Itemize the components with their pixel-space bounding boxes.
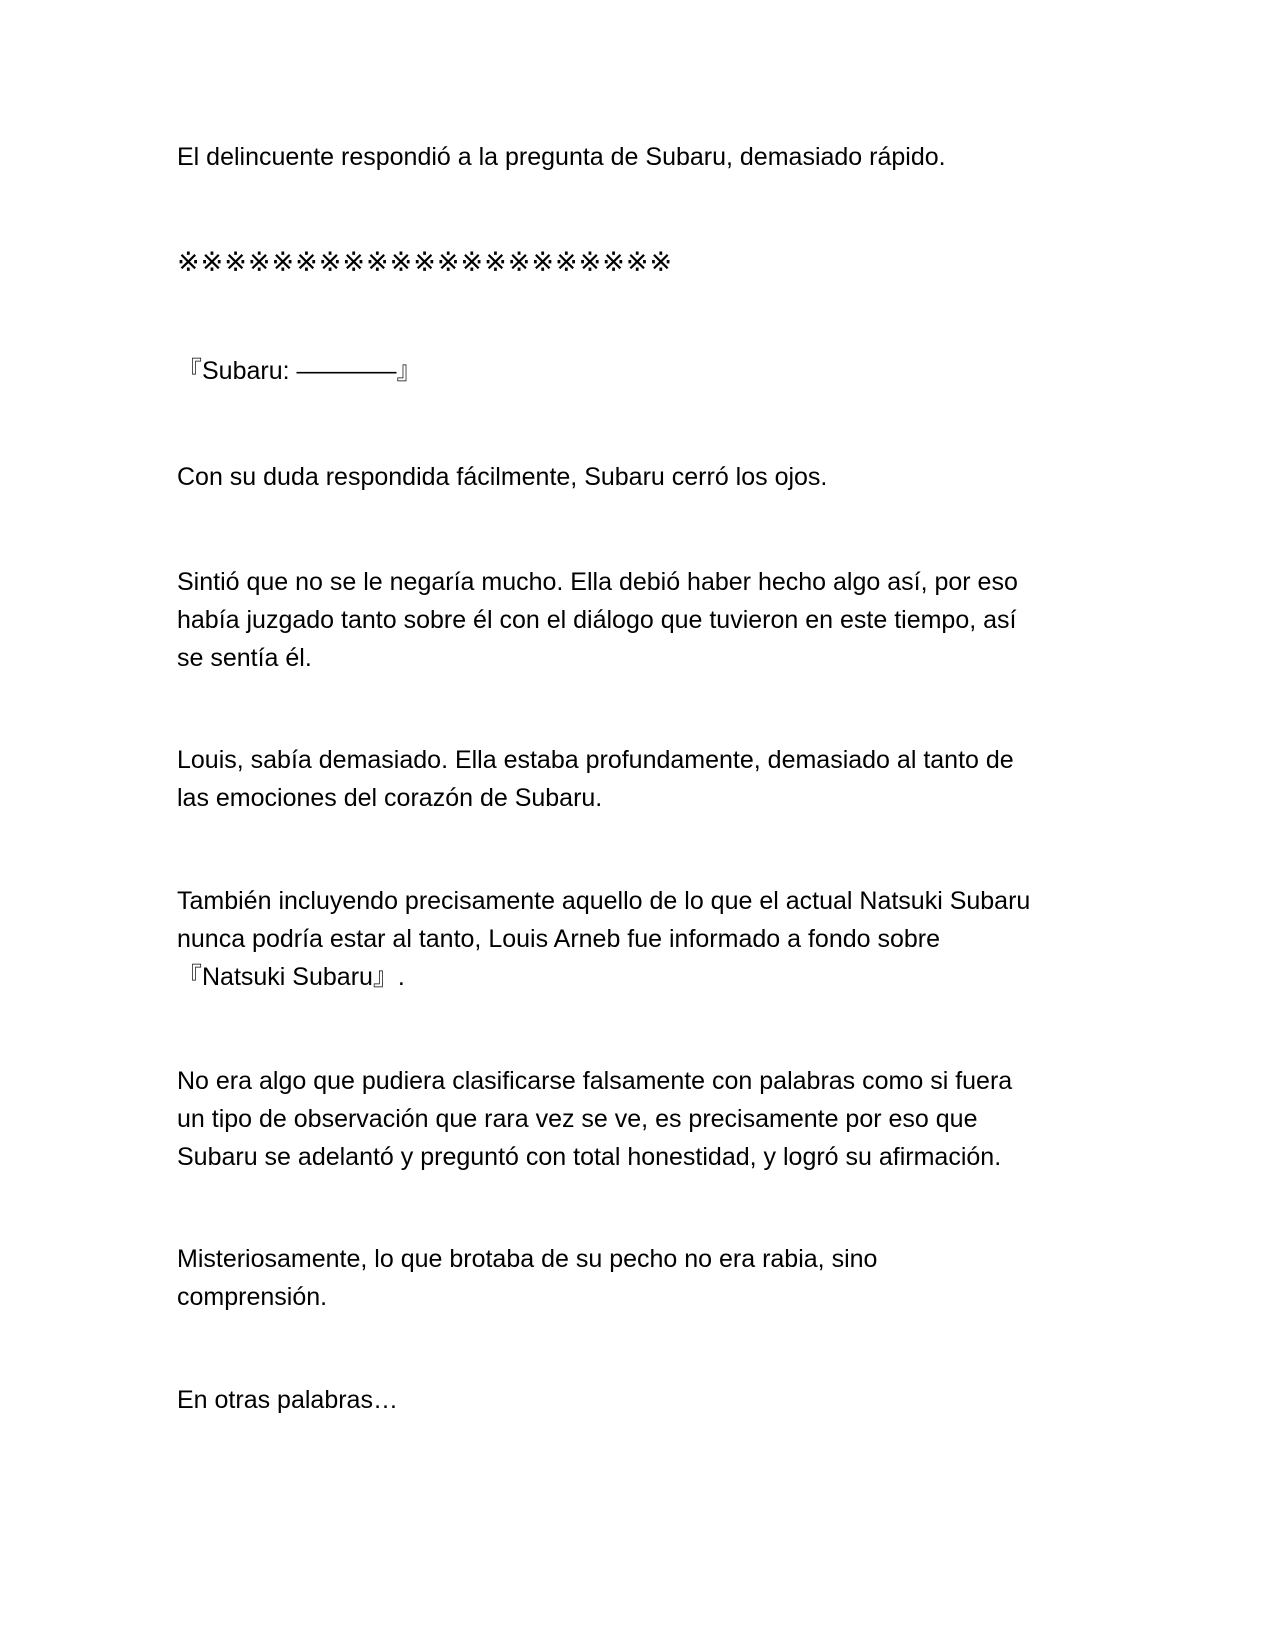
dialogue-line: 『Subaru: ————』 [177, 357, 422, 385]
text-line: había juzgado tanto sobre él con el diálogo que tuvieron en este tiempo, así [177, 606, 1017, 634]
paragraph-4 [177, 458, 1107, 496]
text-line: También incluyendo precisamente aquello de lo que el actual Natsuki Subaru [177, 887, 1031, 915]
text-line: En otras palabras… [177, 1386, 398, 1414]
scene-separator [177, 244, 1107, 282]
text-line: Misteriosamente, lo que brotaba de su pecho no era rabia, sino [177, 1245, 878, 1273]
paragraph-8 [177, 1062, 1107, 1176]
text-line: 『Natsuki Subaru』. [177, 963, 405, 991]
text-line: un tipo de observación que rara vez se ve, es precisamente por eso que [177, 1105, 978, 1133]
paragraph-dialogue [177, 352, 1107, 390]
text-line: El delincuente respondió a la pregunta de Subaru, demasiado rápido. [177, 143, 946, 171]
text-line: Subaru se adelantó y preguntó con total honestidad, y logró su afirmación. [177, 1143, 1002, 1171]
text-line: se sentía él. [177, 644, 312, 672]
text-line: comprensión. [177, 1283, 328, 1311]
paragraph-1 [177, 138, 1107, 176]
text-line: las emociones del corazón de Subaru. [177, 784, 603, 812]
paragraph-7 [177, 882, 1107, 996]
text-line: Sintió que no se le negaría mucho. Ella debió haber hecho algo así, por eso [177, 568, 1018, 596]
text-line: Louis, sabía demasiado. Ella estaba profundamente, demasiado al tanto de [177, 746, 1014, 774]
paragraph-9 [177, 1240, 1107, 1316]
text-line: No era algo que pudiera clasificarse falsamente con palabras como si fuera [177, 1067, 1013, 1095]
paragraph-10 [177, 1381, 1107, 1419]
text-line: nunca podría estar al tanto, Louis Arneb fue informado a fondo sobre [177, 925, 941, 953]
paragraph-6 [177, 741, 1107, 817]
text-line: Con su duda respondida fácilmente, Subaru cerró los ojos. [177, 463, 828, 491]
paragraph-5 [177, 563, 1107, 677]
separator-marks: ※※※※※※※※※※※※※※※※※※※※※ [177, 247, 674, 278]
